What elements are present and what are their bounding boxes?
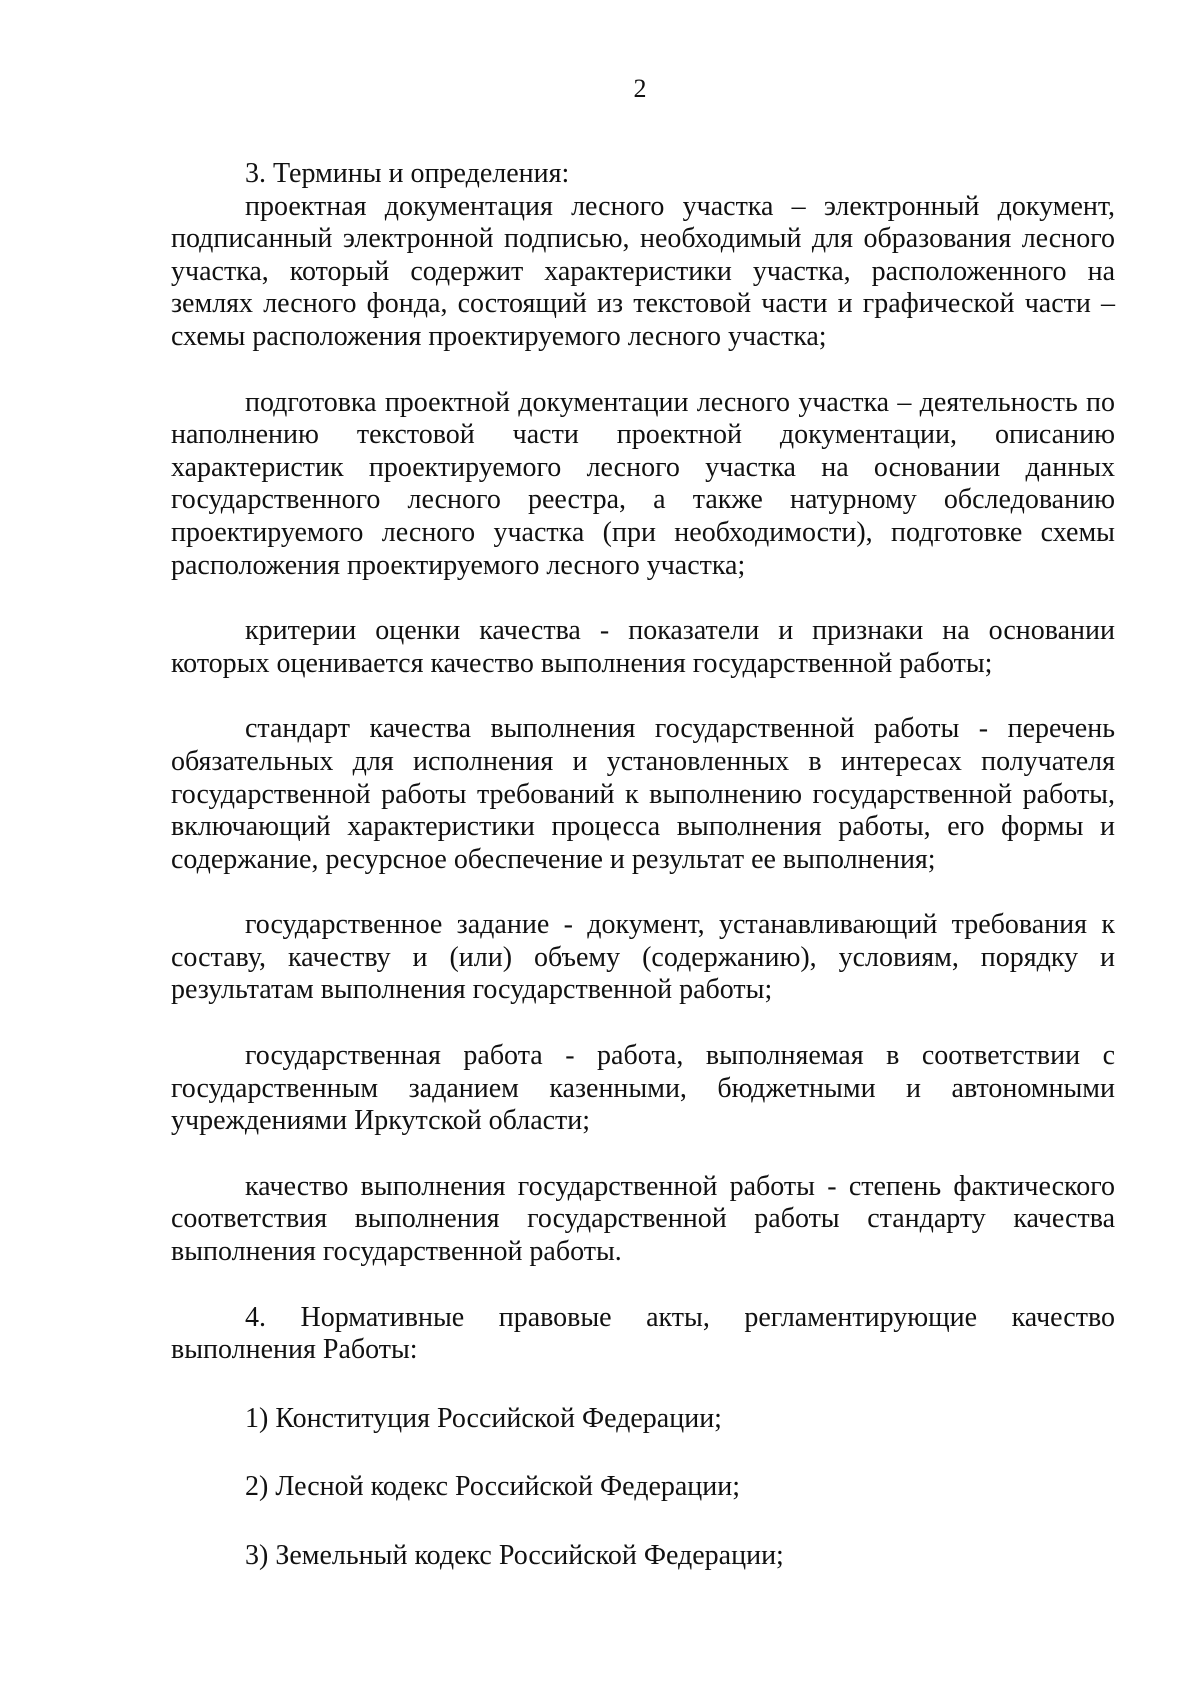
definition-work-quality: качество выполнения государственной работы - степень фактического соответствия выполнения государственной работы стандарту качества выполнения государственной работы. (171, 1170, 1115, 1268)
definition-quality-standard: стандарт качества выполнения государственной работы - перечень обязательных для исполнения и установленных в интересах получателя государственной работы требований к выполнению государственной работы, включающий характеристики процесса выполнения работы, его формы и содержание, ресурсное обеспечение и результат ее выполнения; (171, 713, 1115, 875)
section-4-heading: 4. Нормативные правовые акты, регламентирующие качество выполнения Работы: (171, 1301, 1115, 1366)
section-3-heading: 3. Термины и определения: (245, 158, 570, 189)
legal-act-item: 3) Земельный кодекс Российской Федерации; (245, 1540, 784, 1571)
definition-state-work: государственная работа - работа, выполняемая в соответствии с государственным заданием казенными, бюджетными и автономными учреждениями Иркутской области; (171, 1040, 1115, 1137)
legal-act-item: 1) Конституция Российской Федерации; (245, 1402, 722, 1434)
legal-act-item: 2) Лесной кодекс Российской Федерации; (245, 1471, 741, 1503)
definition-quality-criteria: критерии оценки качества - показатели и признаки на основании которых оценивается качество выполнения государственной работы; (171, 615, 1115, 679)
definition-project-documentation-preparation: подготовка проектной документации лесного участка – деятельность по наполнению текстовой части проектной документации, описанию характеристик проектируемого лесного участка на основании данных государственного лесного реестра, а также натурному обследованию проектируемого лесного участка (при необходимости), подготовке схемы расположения проектируемого лесного участка; (171, 386, 1115, 581)
document-body (171, 158, 1115, 1573)
definition-state-assignment: государственное задание - документ, устанавливающий требования к составу, качеству и (или) объему (содержанию), условиям, порядку и результатам выполнения государственной работы; (171, 909, 1115, 1006)
definition-project-documentation: проектная документация лесного участка – электронный документ, подписанный электронной подписью, необходимый для образования лесного участка, который содержит характеристики участка, расположенного на землях лесного фонда, состоящий из текстовой части и графической части – схемы расположения проектируемого лесного участка; (171, 190, 1115, 352)
page-number: 2 (633, 74, 647, 103)
